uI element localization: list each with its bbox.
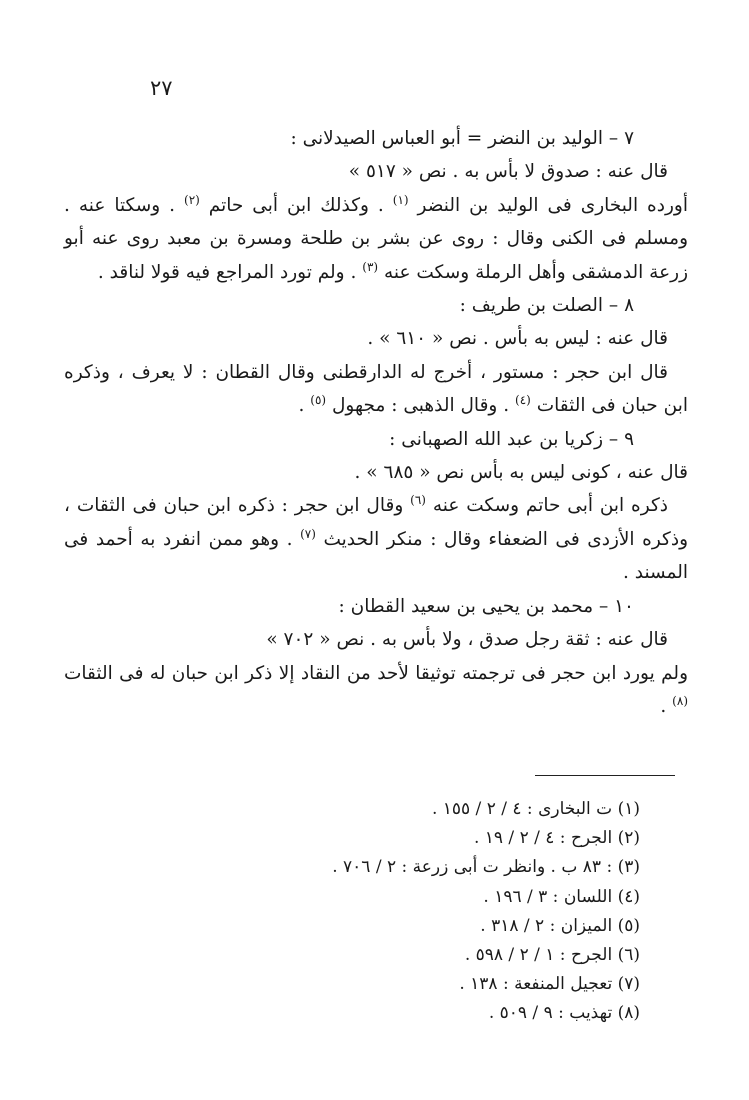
footnote-ref: (٣) bbox=[362, 259, 379, 274]
entry-quote: قال عنه : ثقة رجل صدق ، ولا بأس به . نص « ٧٠٢ » bbox=[266, 629, 668, 651]
footnote-item: (٦) الجرح : ١ / ٢ / ٥٩٨ . bbox=[464, 945, 640, 966]
footnote-ref: (٢) bbox=[184, 192, 200, 207]
entry-heading: ٨ – الصلت بن طريف : bbox=[459, 295, 634, 317]
footnote-separator bbox=[535, 775, 675, 776]
entry-heading: ٩ – زكريا بن عبد الله الصهبانى : bbox=[389, 428, 634, 450]
footnote-ref: (٦) bbox=[410, 493, 426, 508]
footnote-ref: (٧) bbox=[300, 526, 316, 541]
footnote-ref: (٥) bbox=[310, 393, 327, 408]
footnote-item: (٤) اللسان : ٣ / ١٩٦ . bbox=[483, 886, 640, 907]
footnote-item: (١) ت البخارى : ٤ / ٢ / ١٥٥ . bbox=[431, 799, 640, 819]
entry-paragraph: ولم يورد ابن حجر فى ترجمته توثيقا لأحد من النقاد إلا ذكر ابن حبان له فى الثقات $^{(٨)}$ . bbox=[64, 662, 688, 717]
entry-heading: ٧ – الوليد بن النضر = أبو العباس الصيدلانى : bbox=[290, 128, 634, 149]
footnote-item: (٣) : ٨٣ ب . وانظر ت أبى زرعة : ٢ / ٧٠٦ . bbox=[332, 857, 640, 878]
main-text bbox=[64, 122, 688, 723]
entry-paragraph: أورده البخارى فى الوليد بن النضر $^{(١)}$ . وكذلك ابن أبى حاتم $^{(٢)}$ . وسكتا عنه . ومسلم فى الكنى وقال : روى عن بشر بن طلحة ومسرة بن معبد روى عنه أبو زرعة الدمشقى وأهل الرملة وسكت عنه $^{(٣)}$ . ولم تورد المراجع فيه قولا لناقد . bbox=[64, 192, 688, 283]
entry-paragraph: قال ابن حجر : مستور ، أخرج له الدارقطنى وقال القطان : لا يعرف ، وذكره ابن حبان فى الثقات $^{(٤)}$ . وقال الذهبى : مجهول $^{(٥)}$ . bbox=[64, 361, 688, 417]
footnote-item: (٥) الميزان : ٢ / ٣١٨ . bbox=[480, 915, 640, 936]
footnote-item: (٧) تعجيل المنفعة : ١٣٨ . bbox=[459, 974, 640, 995]
footnote-ref: (٤) bbox=[515, 393, 531, 408]
footnotes bbox=[200, 795, 640, 1029]
entry-quote: قال عنه : ليس به بأس . نص « ٦١٠ » . bbox=[367, 328, 668, 350]
footnote-item: (٢) الجرح : ٤ / ٢ / ١٩ . bbox=[473, 828, 640, 849]
entry-quote: قال عنه ، كونى ليس به بأس نص « ٦٨٥ » . bbox=[354, 462, 688, 484]
entry-heading: ١٠ – محمد بن يحيى بن سعيد القطان : bbox=[338, 595, 634, 617]
entry-quote: قال عنه : صدوق لا بأس به . نص « ٥١٧ » bbox=[348, 161, 668, 183]
entry-paragraph: ذكره ابن أبى حاتم وسكت عنه $^{(٦)}$ وقال ابن حجر : ذكره ابن حبان فى الثقات ، وذكره الأزدى فى الضعفاء وقال : منكر الحديث $^{(٧)}$ . وهو ممن انفرد به أحمد فى المسند . bbox=[64, 493, 689, 584]
footnote-item: (٨) تهذيب : ٩ / ٥٠٩ . bbox=[488, 1003, 640, 1024]
footnote-ref: (٨) bbox=[672, 693, 688, 708]
page-number: ٢٧ bbox=[150, 76, 173, 100]
footnote-ref: (١) bbox=[392, 192, 409, 207]
